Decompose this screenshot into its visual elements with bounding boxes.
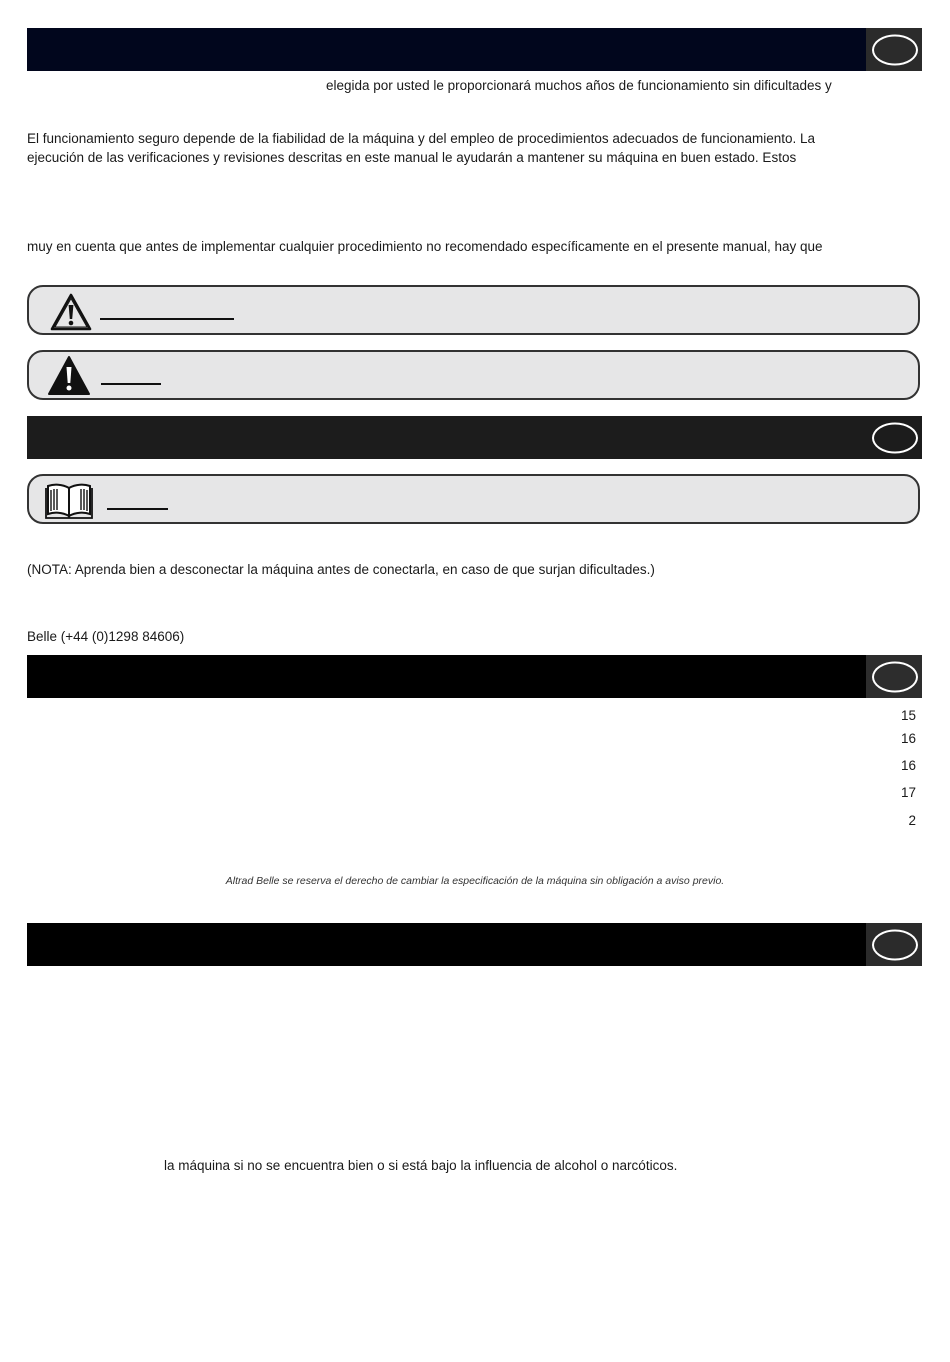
intro-fragment: elegida por usted le proporcionará muchos años de funcionamiento sin dificultades y — [326, 78, 832, 93]
language-tab — [866, 923, 922, 966]
open-book-icon — [45, 482, 93, 525]
toc-page-number: 16 — [900, 731, 916, 746]
language-badge-ring — [872, 422, 918, 453]
caution-callout-box — [27, 350, 920, 400]
warning-callout-box — [27, 285, 920, 335]
toc-page-number: 16 — [900, 758, 916, 773]
contact-phone: Belle (+44 (0)1298 84606) — [27, 629, 185, 644]
toc-page-number: 2 — [908, 813, 916, 828]
disclaimer-note: Altrad Belle se reserva el derecho de cambiar la especificación de la máquina sin obligación a aviso previo. — [225, 875, 725, 887]
language-tab — [866, 416, 922, 459]
callout-title-underline — [100, 318, 234, 320]
callout-title-underline — [101, 383, 161, 385]
toc-page-number: 15 — [900, 708, 916, 723]
language-badge-ring — [872, 34, 918, 65]
nota-text: (NOTA: Aprenda bien a desconectar la máquina antes de conectarla, en caso de que surjan dificultades.) — [27, 562, 655, 577]
warning-outline-icon — [49, 292, 93, 337]
manual-callout-box — [27, 474, 920, 524]
language-tab — [866, 28, 922, 71]
language-tab — [866, 655, 922, 698]
warning-filled-icon — [47, 355, 91, 402]
health-warning-fragment: la máquina si no se encuentra bien o si está bajo la influencia de alcohol o narcóticos. — [164, 1158, 678, 1173]
callout-title-underline — [107, 508, 168, 510]
section-header-bar — [27, 28, 922, 71]
language-badge-ring — [872, 929, 918, 960]
procedure-fragment: muy en cuenta que antes de implementar cualquier procedimiento no recomendado específicamente en el presente manual, hay que — [27, 239, 823, 254]
toc-page-number: 17 — [900, 785, 916, 800]
safety-paragraph-line-2: ejecución de las verificaciones y revisiones descritas en este manual le ayudarán a mantener su máquina en buen estado. Estos — [27, 150, 797, 165]
section-header-bar — [27, 655, 922, 698]
language-badge-ring — [872, 661, 918, 692]
section-header-bar — [27, 416, 922, 459]
safety-paragraph-line-1: El funcionamiento seguro depende de la fiabilidad de la máquina y del empleo de procedimientos adecuados de funcionamiento. La — [27, 131, 816, 146]
section-header-bar — [27, 923, 922, 966]
